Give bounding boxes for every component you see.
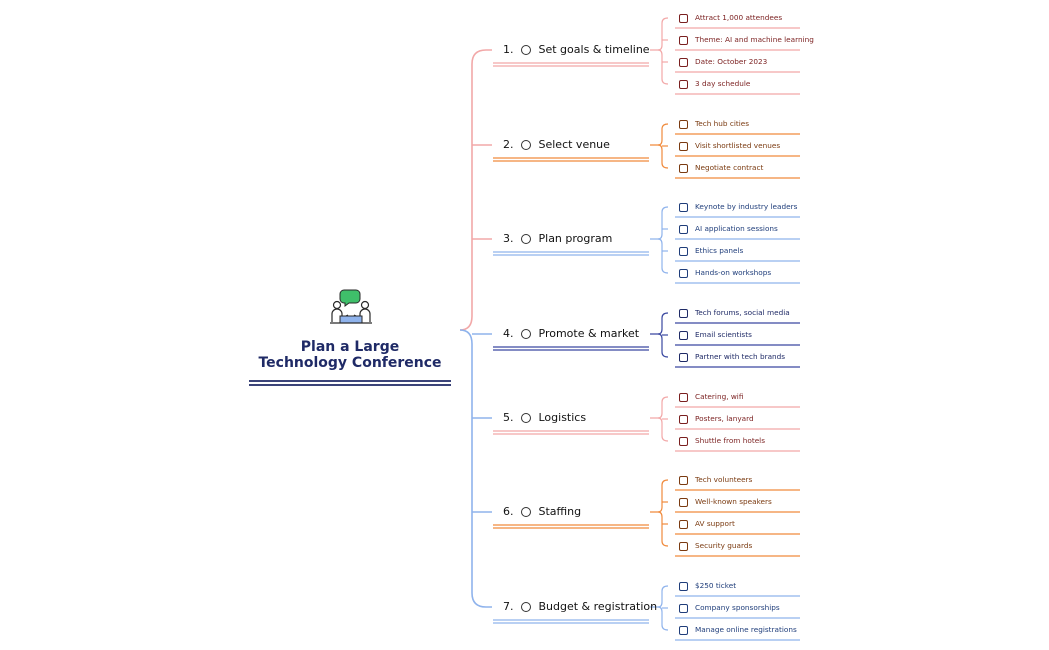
subtask-item[interactable] [679, 55, 767, 69]
checkbox-icon[interactable] [679, 58, 688, 67]
checkbox-icon[interactable] [679, 247, 688, 256]
checkbox-icon[interactable] [679, 269, 688, 278]
leaf-bracket-bottom-7 [658, 607, 668, 630]
subtask-label: Hands-on workshops [695, 268, 772, 277]
checkbox-icon[interactable] [679, 498, 688, 507]
task-circle-icon[interactable] [521, 329, 531, 339]
subtask-item[interactable] [679, 117, 749, 131]
branch-number: 6. [503, 505, 514, 518]
checkbox-icon[interactable] [679, 164, 688, 173]
subtask-label: Tech volunteers [695, 475, 753, 484]
subtask-item[interactable] [679, 390, 743, 404]
subtask-item[interactable] [679, 434, 765, 448]
branch-topic-5[interactable] [503, 409, 586, 427]
branch-topic-1[interactable] [503, 41, 650, 59]
task-circle-icon[interactable] [521, 140, 531, 150]
subtask-item[interactable] [679, 623, 797, 637]
root-title-line-2: Technology Conference [258, 355, 442, 371]
subtask-label: Shuttle from hotels [695, 436, 766, 445]
branch-topic-7[interactable] [503, 598, 657, 616]
root-title-line-1: Plan a Large [300, 339, 400, 355]
checkbox-icon[interactable] [679, 142, 688, 151]
branch-label: Select venue [538, 138, 610, 151]
checkbox-icon[interactable] [679, 626, 688, 635]
subtask-label: $250 ticket [695, 581, 737, 590]
subtask-label: Tech forums, social media [695, 308, 790, 317]
leaf-bracket-bottom-5 [658, 418, 668, 441]
task-circle-icon[interactable] [521, 507, 531, 517]
subtask-label: Attract 1,000 attendees [695, 13, 783, 22]
branch-label: Staffing [538, 505, 582, 518]
leaf-bracket-top-4 [650, 313, 668, 334]
checkbox-icon[interactable] [679, 393, 688, 402]
subtask-item[interactable] [679, 77, 750, 91]
subtask-label: Manage online registrations [695, 625, 797, 634]
subtask-label: Posters, lanyard [695, 414, 754, 423]
checkbox-icon[interactable] [679, 120, 688, 129]
subtask-item[interactable] [679, 579, 736, 593]
subtask-item[interactable] [679, 161, 763, 175]
checkbox-icon[interactable] [679, 203, 688, 212]
subtask-label: Company sponsorships [695, 603, 780, 612]
subtask-label: Partner with tech brands [695, 352, 786, 361]
leaf-bracket-top-6 [650, 480, 668, 512]
branch-label: Promote & market [538, 327, 640, 340]
branch-topic-3[interactable] [503, 230, 612, 248]
subtask-label: Date: October 2023 [695, 57, 768, 66]
root-topic[interactable] [250, 339, 450, 371]
branch-number: 1. [503, 43, 514, 56]
branch-topic-2[interactable] [503, 136, 610, 154]
task-circle-icon[interactable] [521, 45, 531, 55]
task-circle-icon[interactable] [521, 602, 531, 612]
subtask-item[interactable] [679, 495, 772, 509]
leaf-bracket-top-5 [650, 397, 668, 418]
checkbox-icon[interactable] [679, 415, 688, 424]
leaf-bracket-top-1 [650, 18, 668, 50]
subtask-item[interactable] [679, 412, 754, 426]
trunk-upper-line [460, 50, 492, 330]
subtask-label: Security guards [695, 541, 753, 550]
leaf-bracket-bottom-3 [658, 239, 668, 273]
task-circle-icon[interactable] [521, 234, 531, 244]
subtask-label: AI application sessions [695, 224, 778, 233]
subtask-item[interactable] [679, 328, 752, 342]
leaf-bracket-bottom-6 [658, 512, 668, 546]
subtask-item[interactable] [679, 244, 743, 258]
subtask-item[interactable] [679, 266, 771, 280]
leaf-bracket-bottom-4 [658, 334, 668, 357]
subtask-label: Tech hub cities [695, 119, 750, 128]
subtask-label: Catering, wifi [695, 392, 744, 401]
subtask-item[interactable] [679, 306, 790, 320]
subtask-item[interactable] [679, 200, 797, 214]
trunk-lower-line [460, 330, 492, 607]
leaf-bracket-top-3 [650, 207, 668, 239]
subtask-label: Email scientists [695, 330, 752, 339]
meeting-chat-icon [328, 288, 374, 328]
branch-topic-4[interactable] [503, 325, 639, 343]
subtask-item[interactable] [679, 601, 780, 615]
subtask-label: AV support [695, 519, 735, 528]
subtask-item[interactable] [679, 33, 814, 47]
checkbox-icon[interactable] [679, 353, 688, 362]
checkbox-icon[interactable] [679, 604, 688, 613]
subtask-label: Visit shortlisted venues [695, 141, 781, 150]
checkbox-icon[interactable] [679, 476, 688, 485]
branch-number: 2. [503, 138, 514, 151]
branch-label: Set goals & timeline [538, 43, 650, 56]
leaf-bracket-bottom-1 [658, 50, 668, 84]
subtask-item[interactable] [679, 350, 785, 364]
branch-label: Plan program [538, 232, 613, 245]
branch-number: 5. [503, 411, 514, 424]
subtask-label: Theme: AI and machine learning [695, 35, 814, 44]
subtask-item[interactable] [679, 473, 752, 487]
subtask-item[interactable] [679, 222, 778, 236]
subtask-item[interactable] [679, 517, 735, 531]
subtask-item[interactable] [679, 539, 752, 553]
subtask-label: 3 day schedule [695, 79, 751, 88]
subtask-item[interactable] [679, 139, 780, 153]
subtask-label: Well-known speakers [695, 497, 772, 506]
checkbox-icon[interactable] [679, 36, 688, 45]
checkbox-icon[interactable] [679, 331, 688, 340]
branch-label: Budget & registration [538, 600, 658, 613]
branch-label: Logistics [538, 411, 587, 424]
checkbox-icon[interactable] [679, 542, 688, 551]
leaf-bracket-bottom-2 [658, 145, 668, 168]
checkbox-icon[interactable] [679, 80, 688, 89]
checkbox-icon[interactable] [679, 437, 688, 446]
checkbox-icon[interactable] [679, 225, 688, 234]
subtask-item[interactable] [679, 11, 782, 25]
checkbox-icon[interactable] [679, 582, 688, 591]
branch-number: 3. [503, 232, 514, 245]
leaf-bracket-top-2 [650, 124, 668, 145]
subtask-label: Negotiate contract [695, 163, 764, 172]
branch-topic-6[interactable] [503, 503, 581, 521]
checkbox-icon[interactable] [679, 520, 688, 529]
task-circle-icon[interactable] [521, 413, 531, 423]
branch-number: 4. [503, 327, 514, 340]
subtask-label: Ethics panels [695, 246, 744, 255]
subtask-label: Keynote by industry leaders [695, 202, 798, 211]
checkbox-icon[interactable] [679, 14, 688, 23]
branch-number: 7. [503, 600, 514, 613]
checkbox-icon[interactable] [679, 309, 688, 318]
